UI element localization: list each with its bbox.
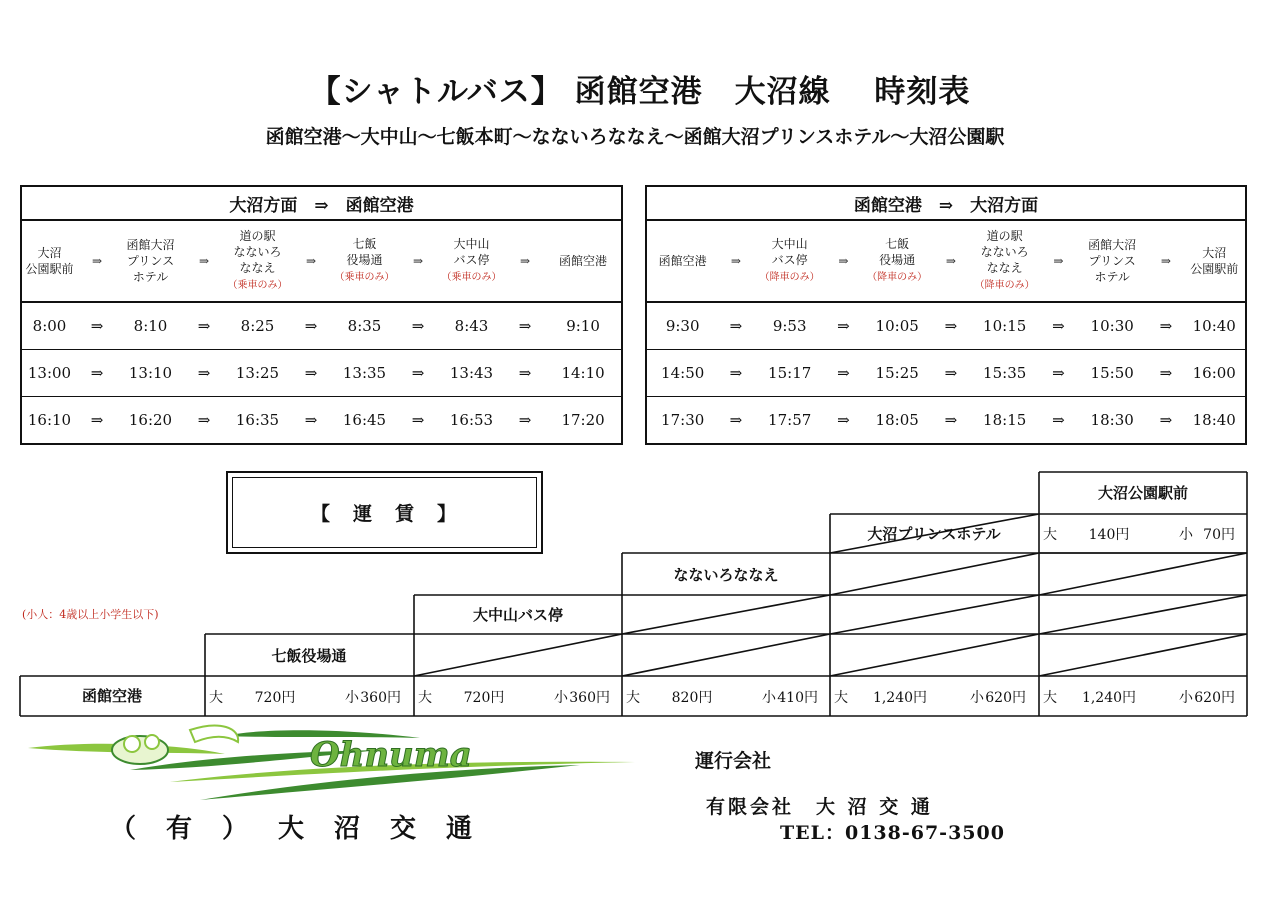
departure-time: 10:15 — [983, 317, 1027, 335]
departure-time: 8:43 — [454, 317, 489, 335]
arrow-icon: ⇒ — [1159, 317, 1173, 335]
stop-name-line: 役場通 — [879, 253, 916, 267]
adult-label: 大 — [209, 690, 223, 706]
child-label: 小 — [970, 690, 984, 706]
boarding-note: （乗車のみ） — [441, 272, 502, 283]
operator-label: 運行会社 — [695, 750, 772, 772]
arrow-icon: ⇒ — [1041, 220, 1076, 302]
page-title: 【シャトルバス】 函館空港 大沼線 時刻表 — [309, 74, 971, 110]
stop-name-line: 大中山 — [453, 237, 490, 251]
arrow-icon: ⇒ — [1148, 350, 1183, 397]
boarding-note: （乗車のみ） — [227, 280, 288, 291]
arrow-icon: ⇒ — [291, 350, 331, 397]
arrow-icon: ⇒ — [718, 397, 753, 445]
child-label: 小 — [1179, 527, 1193, 543]
departure-time: 17:20 — [545, 397, 622, 445]
timetable-heading: 函館空港 ⇒ 大沼方面 — [646, 186, 1246, 220]
arrow-icon: ⇒ — [944, 317, 958, 335]
stop-name-line: 役場通 — [346, 253, 383, 267]
boarding-note: （降車のみ） — [759, 272, 820, 283]
departure-time: 18:30 — [1076, 397, 1148, 445]
adult-label: 大 — [418, 690, 432, 706]
departure-time: 14:50 — [646, 350, 718, 397]
departure-time: 17:30 — [646, 397, 718, 445]
child-fare: 70円 — [1203, 527, 1235, 543]
stop-name-line: 公園駅前 — [25, 262, 74, 276]
arrow-icon: ⇒ — [1148, 397, 1183, 445]
stop-name-line: 大沼 — [37, 246, 62, 260]
departure-time: 15:35 — [969, 350, 1041, 397]
arrow-icon: ⇒ — [411, 317, 425, 335]
departure-time: 10:05 — [875, 317, 919, 335]
arrow-icon: ⇒ — [304, 317, 318, 335]
arrow-icon: ⇒ — [77, 220, 117, 302]
departure-time: 16:45 — [331, 397, 398, 445]
arrow-icon: ⇒ — [505, 220, 545, 302]
child-label: 小 — [554, 690, 568, 706]
stop-name-line: ななえ — [986, 261, 1023, 275]
child-fare: 360円 — [360, 690, 401, 706]
adult-label: 大 — [1043, 527, 1057, 543]
boarding-note: （降車のみ） — [974, 280, 1035, 291]
departure-time: 16:35 — [224, 397, 291, 445]
departure-time: 14:10 — [545, 350, 622, 397]
child-fare: 620円 — [985, 690, 1026, 706]
departure-time: 10:30 — [1090, 317, 1134, 335]
fare-origin: 函館空港 — [81, 687, 143, 705]
stop-name-line: ホテル — [1094, 270, 1130, 284]
adult-label: 大 — [1043, 690, 1057, 706]
stop-name-line: 道の駅 — [239, 229, 276, 243]
arrow-icon: ⇒ — [398, 397, 438, 445]
arrow-icon: ⇒ — [826, 350, 861, 397]
arrow-icon: ⇒ — [518, 317, 532, 335]
arrow-icon: ⇒ — [505, 350, 545, 397]
arrow-icon: ⇒ — [505, 397, 545, 445]
departure-time: 13:35 — [331, 350, 398, 397]
child-fare-note: (小人：4歳以上小学生以下) — [22, 608, 159, 621]
arrow-icon: ⇒ — [826, 220, 861, 302]
arrow-icon: ⇒ — [398, 220, 438, 302]
stop-name-line: 公園駅前 — [1190, 262, 1239, 276]
fare-destination: 大沼プリンスホテル — [867, 525, 1001, 543]
arrow-icon: ⇒ — [184, 397, 224, 445]
adult-fare: 1,240円 — [872, 690, 928, 706]
departure-time: 16:20 — [117, 397, 184, 445]
child-label: 小 — [762, 690, 776, 706]
logo-script-text: Ohnuma — [310, 735, 472, 775]
departure-time: 13:43 — [438, 350, 505, 397]
arrow-icon: ⇒ — [933, 397, 968, 445]
arrow-icon: ⇒ — [718, 220, 753, 302]
departure-time: 15:50 — [1076, 350, 1148, 397]
stop-name-line: 函館大沼 — [126, 238, 175, 252]
departure-time: 9:30 — [665, 317, 700, 335]
adult-label: 大 — [626, 690, 640, 706]
stop-name-line: プリンス — [126, 254, 175, 268]
child-fare: 410円 — [777, 690, 818, 706]
adult-fare: 140円 — [1088, 527, 1130, 543]
departure-time: 8:00 — [32, 317, 67, 335]
stop-name-line: なないろ — [980, 245, 1029, 259]
stop-name-line: 道の駅 — [986, 229, 1023, 243]
arrow-icon: ⇒ — [1052, 317, 1065, 335]
arrow-icon: ⇒ — [184, 350, 224, 397]
timetable-heading: 大沼方面 ⇒ 函館空港 — [21, 186, 622, 220]
arrow-icon: ⇒ — [933, 220, 968, 302]
operator-phone: TEL：0138-67-3500 — [780, 822, 1005, 844]
logo-company-text: （有）大沼交通 — [110, 814, 503, 844]
stop-name-line: バス停 — [453, 253, 490, 267]
arrow-icon: ⇒ — [184, 220, 224, 302]
arrow-icon: ⇒ — [90, 317, 104, 335]
departure-time: 13:25 — [224, 350, 291, 397]
arrow-icon: ⇒ — [77, 397, 117, 445]
child-label: 小 — [345, 690, 359, 706]
departure-time: 16:10 — [21, 397, 77, 445]
departure-time: 16:00 — [1184, 350, 1247, 397]
operator-name: 有限会社 大 沼 交 通 — [706, 796, 933, 818]
stop-name-line: 函館空港 — [559, 254, 608, 268]
adult-fare: 1,240円 — [1081, 690, 1137, 706]
arrow-icon: ⇒ — [837, 317, 850, 335]
arrow-icon: ⇒ — [718, 350, 753, 397]
departure-time: 8:25 — [240, 317, 275, 335]
stop-name-line: プリンス — [1088, 254, 1136, 268]
adult-label: 大 — [834, 690, 848, 706]
departure-time: 9:10 — [566, 317, 600, 335]
route-subtitle: 函館空港～大中山～七飯本町～なないろななえ～函館大沼プリンスホテル～大沼公園駅 — [265, 126, 1005, 148]
arrow-icon: ⇒ — [729, 317, 743, 335]
child-fare: 620円 — [1194, 690, 1235, 706]
arrow-icon: ⇒ — [1041, 350, 1076, 397]
stop-name-line: 函館大沼 — [1088, 238, 1137, 252]
adult-fare: 720円 — [463, 690, 505, 706]
departure-time: 13:00 — [21, 350, 77, 397]
fare-destination: 七飯役場通 — [271, 647, 347, 665]
arrow-icon: ⇒ — [1041, 397, 1076, 445]
departure-time: 17:57 — [754, 397, 826, 445]
arrow-icon: ⇒ — [1148, 220, 1183, 302]
arrow-icon: ⇒ — [933, 350, 968, 397]
fare-destination: 大中山バス停 — [472, 606, 564, 624]
arrow-icon: ⇒ — [398, 350, 438, 397]
departure-time: 18:40 — [1184, 397, 1247, 445]
child-label: 小 — [1179, 690, 1193, 706]
departure-time: 10:40 — [1192, 317, 1236, 335]
departure-time: 13:10 — [117, 350, 184, 397]
stop-name-line: 七飯 — [885, 237, 910, 251]
stop-name-line: 函館空港 — [658, 254, 707, 268]
arrow-icon: ⇒ — [77, 350, 117, 397]
fare-heading: 【 運 賃 】 — [232, 477, 537, 548]
departure-time: 8:35 — [347, 317, 382, 335]
stop-name-line: 大中山 — [771, 237, 808, 251]
arrow-icon: ⇒ — [826, 397, 861, 445]
arrow-icon: ⇒ — [291, 220, 331, 302]
departure-time: 18:15 — [969, 397, 1041, 445]
departure-time: 8:10 — [133, 317, 168, 335]
departure-time: 15:25 — [861, 350, 933, 397]
boarding-note: （乗車のみ） — [334, 272, 395, 283]
departure-time: 16:53 — [438, 397, 505, 445]
fare-destination: なないろななえ — [673, 566, 779, 584]
arrow-icon: ⇒ — [197, 317, 211, 335]
stop-name-line: ホテル — [132, 270, 169, 284]
adult-fare: 820円 — [671, 690, 713, 706]
child-fare: 360円 — [569, 690, 610, 706]
stop-name-line: 七飯 — [352, 237, 377, 251]
departure-time: 18:05 — [861, 397, 933, 445]
departure-time: 15:17 — [754, 350, 826, 397]
stop-name-line: なないろ — [233, 245, 282, 259]
stop-name-line: 大沼 — [1202, 246, 1227, 260]
boarding-note: （降車のみ） — [867, 272, 928, 283]
fare-destination: 大沼公園駅前 — [1097, 484, 1189, 502]
departure-time: 9:53 — [772, 317, 807, 335]
adult-fare: 720円 — [254, 690, 296, 706]
stop-name-line: バス停 — [771, 253, 808, 267]
arrow-icon: ⇒ — [291, 397, 331, 445]
stop-name-line: ななえ — [239, 261, 276, 275]
